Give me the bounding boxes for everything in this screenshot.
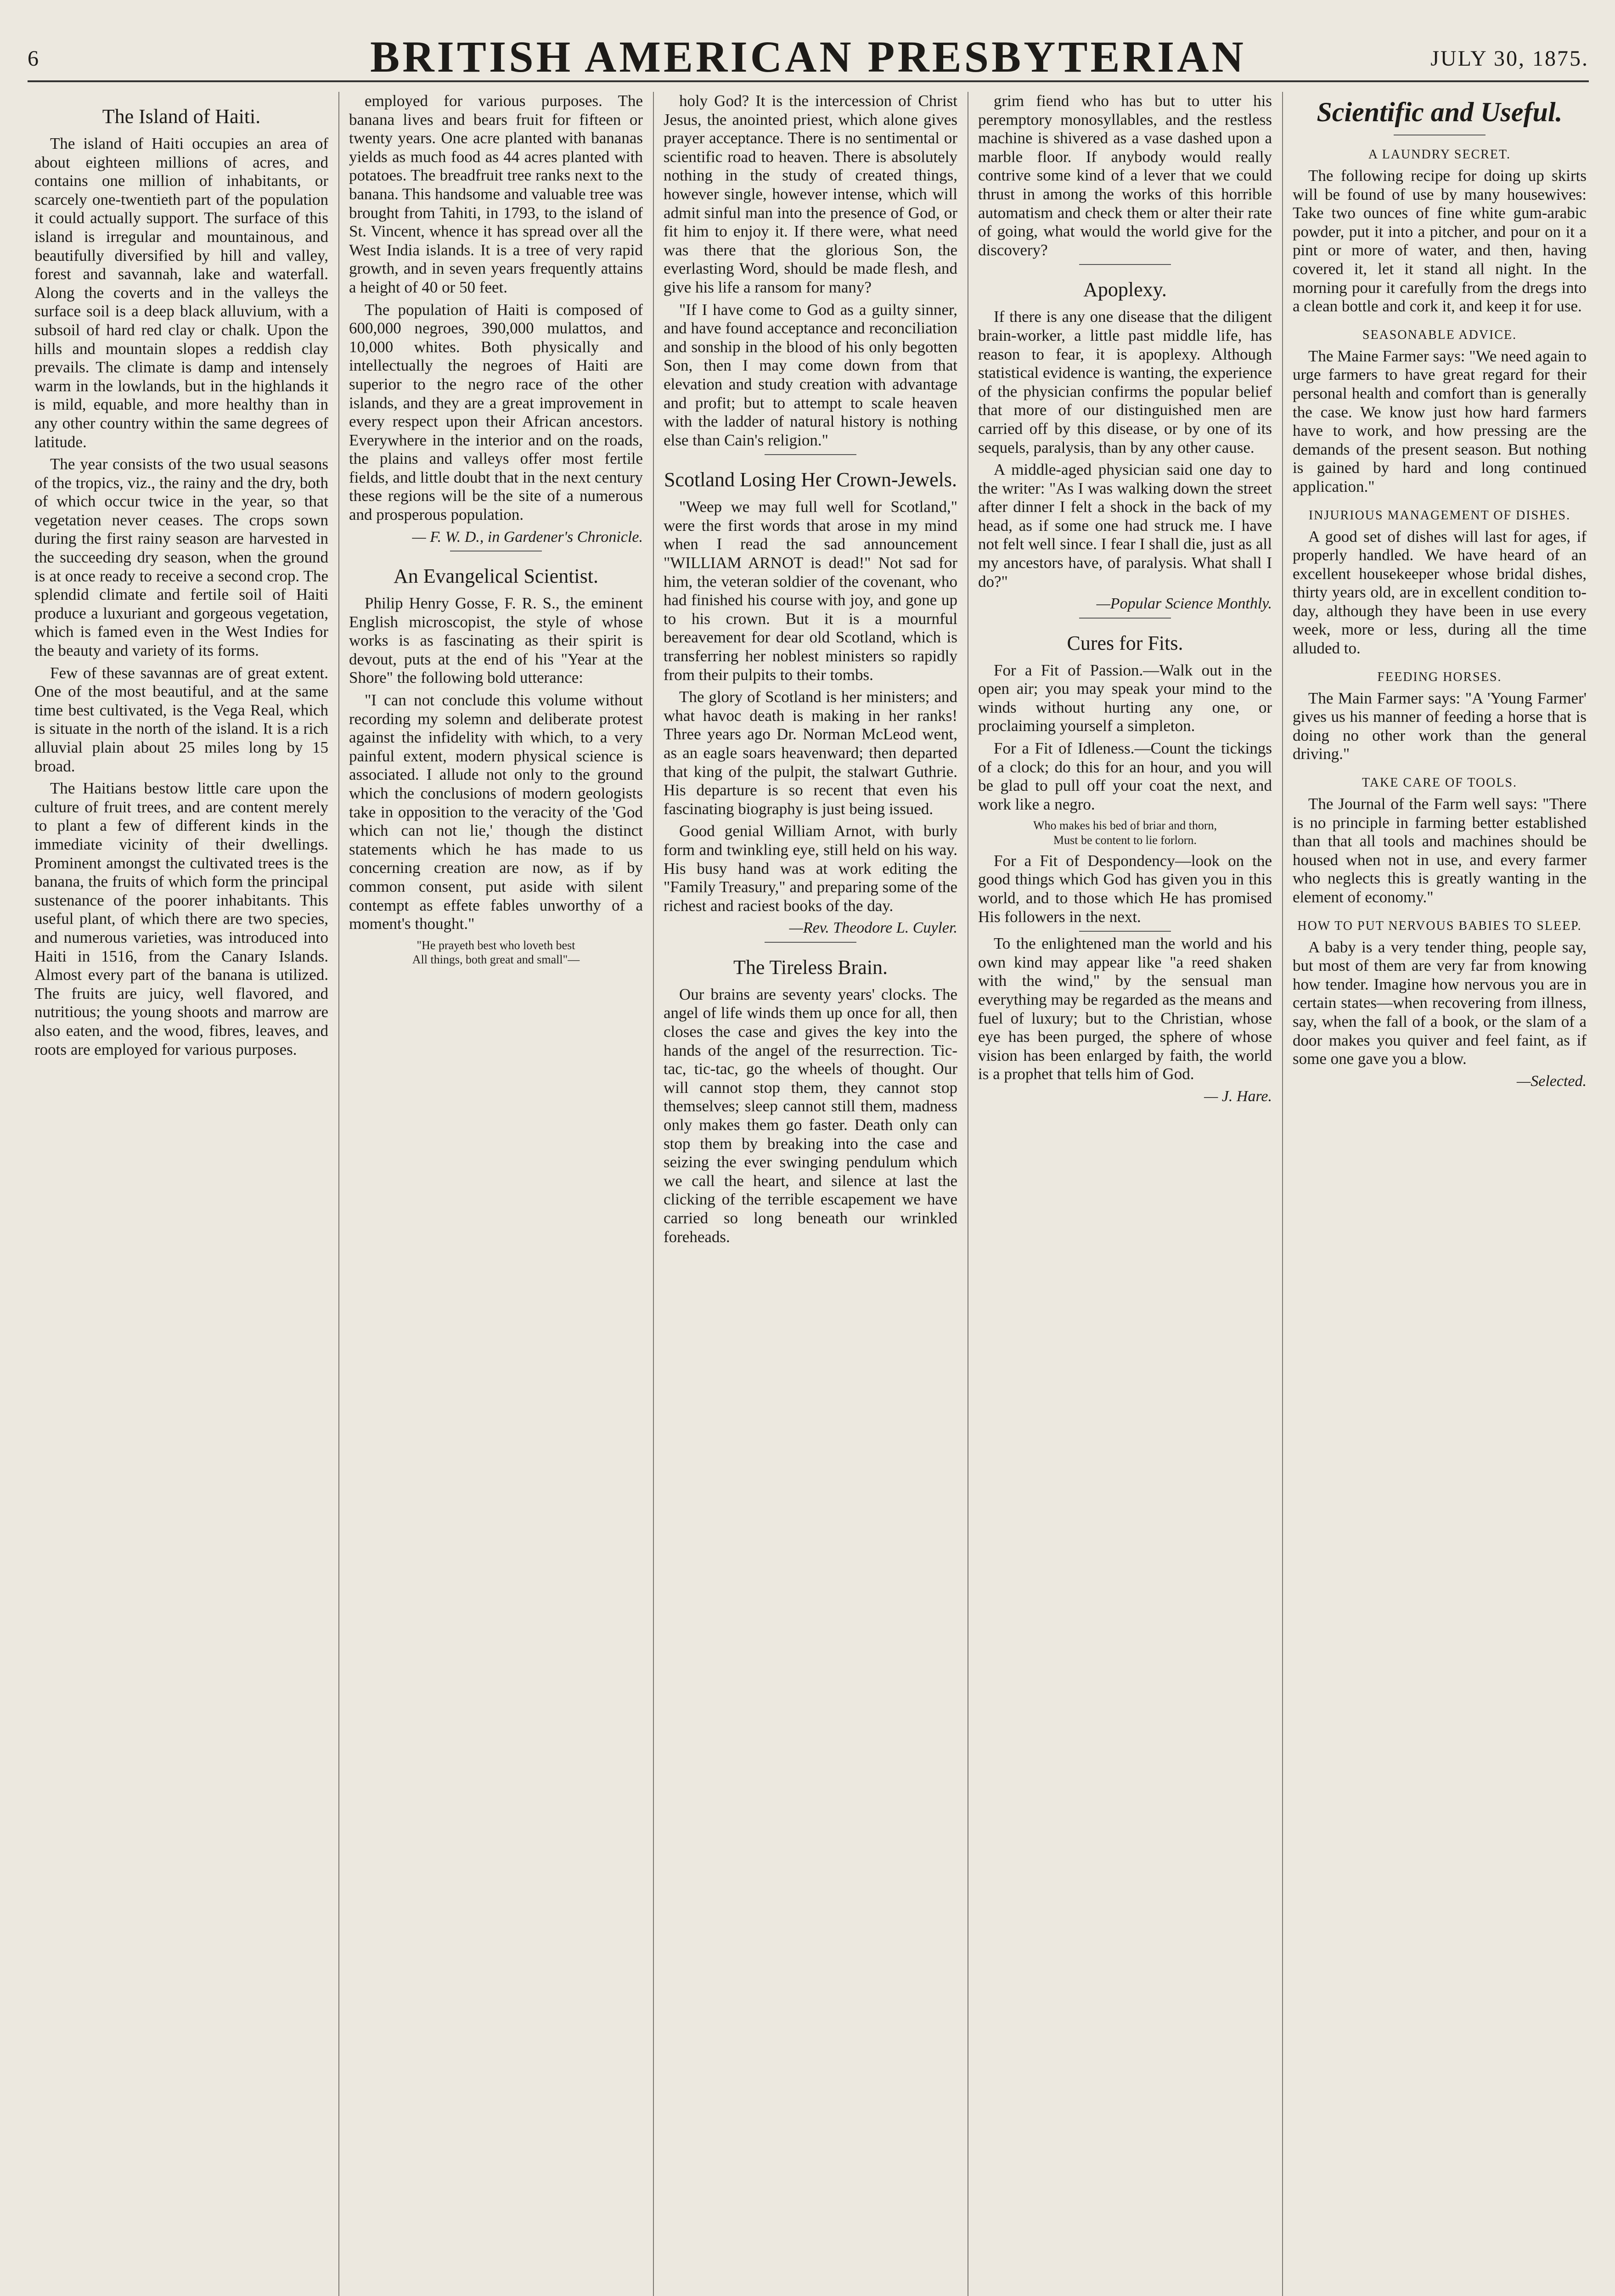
article-paragraph: The island of Haiti occupies an area of about eighteen millions of acres, and contains one million of inhabitants, or scarcely one-twentieth part of the population it could actually support. The surface of this island is irregular and mountainous, and beautifully diversified by hill and valley, forest and savannah, lake and waterfall. Along the coverts and in the valleys the surface soil is a deep black alluvium, with a subsoil of hard red clay or chalk. Upon the hills and mountain slopes a reddish clay prevails. The climate is damp and intensely warm in the lowlands, but in the highlands it is mild, equable, and more healthy than in any other country within the same degrees of latitude.: [34, 135, 328, 451]
section-divider: [1079, 264, 1171, 265]
article-paragraph: Good genial William Arnot, with burly form and twinkling eye, still held on his way. His busy hand was at work editing the "Family Treasury," and preparing some of the richest and raciest books of the day.: [664, 822, 957, 915]
article-paragraph: If there is any one disease that the diligent brain-worker, a little past middle life, has reason to fear, it is apoplexy. Although statistical evidence is wanting, the experience of the physician confirms the popular belief that more of our distinguished men are carried off by this disease, or by one of its sequels, paralysis, than by any other cause.: [978, 308, 1272, 456]
article-heading-tireless-brain: The Tireless Brain.: [733, 956, 888, 979]
section-divider: [1079, 931, 1171, 932]
article-paragraph: The year consists of the two usual seasons of the tropics, viz., the rainy and the dry, both of which occur twice in the year, so that vegetation never ceases. The crops sown during the first rainy season are harvested in the succeeding dry season, when the ground is at once ready to receive a second crop. The splendid climate and fertile soil of Haiti produce a luxuriant and gorgeous vegetation, which is famed even in the West Indies for the beauty and variety of its forms.: [34, 455, 328, 660]
article-heading-cures-for-fits: Cures for Fits.: [1067, 631, 1183, 654]
masthead: [28, 18, 1589, 82]
article-paragraph: employed for various purposes. The banana lives and bears fruit for fifteen or twenty years. One acre planted with bananas yields as much food as 44 acres planted with potatoes. The breadfruit tree ranks next to the banana. This handsome and valuable tree was brought from Tahiti, in 1793, to the island of St. Vincent, whence it has spread over all the West India islands. It is a tree of very rapid growth, and in seven years frequently attains a height of 40 or 50 feet.: [349, 92, 643, 296]
article-signature: — F. W. D., in Gardener's Chronicle.: [412, 528, 643, 546]
column-5: [1293, 92, 1587, 2296]
article-byline: —Popular Science Monthly.: [1096, 595, 1272, 613]
article-paragraph: grim fiend who has but to utter his peremptory monosyllables, and the restless machine is shivered as a vase dashed upon a marble floor. If anybody would really contrive some kind of a lever that we could thrust in among the works of this horrible automatism and check them or alter their rate of going, what would the world give for the discovery?: [978, 92, 1272, 259]
page-number: 6: [28, 46, 39, 71]
article-paragraph: For a Fit of Idleness.—Count the tickings of a clock; do this for an hour, and you will be glad to pull off your coat the next, and work like a negro.: [978, 739, 1272, 813]
column-rule: [338, 92, 339, 2296]
article-paragraph: For a Fit of Passion.—Walk out in the open air; you may speak your mind to the winds without hurting any one, or proclaiming yourself a simpleton.: [978, 661, 1272, 735]
article-heading-evangelical-scientist: An Evangelical Scientist.: [394, 565, 598, 588]
column-2: [349, 92, 643, 2296]
article-paragraph: The Haitians bestow little care upon the culture of fruit trees, and are content merely to plant a few of different kinds in the immediate vicinity of their dwellings. Prominent amongst the cultivated trees is the banana, the fruits of which form the principal sustenance of the poorer inhabitants. This useful plant, of which there are two species, and numerous varieties, was introduced into Haiti in 1516, from the Canary Islands. Almost every part of the banana is utilized. The fruits are juicy, well flavored, and nutritious; the young shoots and marrow are also eaten, and the wood, fibres, leaves, and roots are employed for various purposes.: [34, 779, 328, 1058]
section-divider: [765, 454, 856, 455]
article-byline: —Selected.: [1517, 1072, 1587, 1090]
verse-quote: Who makes his bed of briar and thorn, Must be content to lie forlorn.: [1033, 819, 1217, 847]
article-paragraph: Our brains are seventy years' clocks. The angel of life winds them up once for all, then closes the case and gives the key into the hands of the angel of the resurrection. Tic-tac, tic-tac, go the wheels of thought. Our will cannot stop them, they cannot stop themselves; sleep cannot still them, madness only makes them go faster. Death only can stop them by breaking into the case and seizing the ever swinging pendulum which we call the heart, and silence at last the clicking of the terrible escapement we have carried so long beneath our wrinkled foreheads.: [664, 985, 957, 1246]
article-heading-apoplexy: Apoplexy.: [1083, 278, 1167, 301]
column-rule: [653, 92, 654, 2296]
article-paragraph: A baby is a very tender thing, people say, but most of them are very far from knowing how tender. Imagine how nervous you are in certain states—when recovering from illness, say, when the fall of a book, or the slam of a door makes you quiver and feel faint, as if some one gave you a blow.: [1293, 938, 1587, 1068]
article-paragraph: "I can not conclude this volume without recording my solemn and deliberate protest against the infidelity with which, to a very painful extent, modern physical science is associated. I allude not only to the ground which the conclusions of modern geologists take in opposition to the veracity of the 'God which can not lie,' though the distinct statements which he has made to us concerning creation are now, as if by common consent, put aside with silent contempt as effete fables unworthy of a moment's thought.": [349, 691, 643, 933]
newspaper-title: BRITISH AMERICAN PRESBYTERIAN: [370, 32, 1246, 81]
article-paragraph: The Main Farmer says: "A 'Young Farmer' gives us his manner of feeding a horse that is doing no other work than the general driving.": [1293, 689, 1587, 763]
article-paragraph: Philip Henry Gosse, F. R. S., the eminent English microscopist, the style of whose works is as fascinating as their spirit is devout, puts at the end of his "Year at the Shore" the following bold utterance:: [349, 594, 643, 687]
column-1: [34, 92, 328, 2296]
section-title-scientific-useful: Scientific and Useful.: [1317, 97, 1563, 127]
article-paragraph: For a Fit of Despondency—look on the good things which God has given you in this world, and to those which He has promised His followers in the next.: [978, 851, 1272, 926]
article-paragraph: The population of Haiti is composed of 600,000 negroes, 390,000 mulattos, and 10,000 whites. Both physically and intellectually the negroes of Haiti are superior to the negro race of the other islands, and they are a great improvement in every respect upon their African ancestors. Everywhere in the interior and on the roads, the plains and valleys offer most fertile fields, and little doubt that in the next century these regions will be the site of a numerous and prosperous population.: [349, 300, 643, 524]
article-paragraph: holy God? It is the intercession of Christ Jesus, the anointed priest, which alone gives prayer acceptance. There is no sentimental or scientific road to heaven. There is absolutely nothing in the study of created things, however single, however intense, which will admit sinful man into the presence of God, or fit him to enjoy it. If there were, what need was there that the glorious Son, the everlasting Word, should be made flesh, and give his life a ransom for many?: [664, 92, 957, 296]
subheading-care-of-tools: TAKE CARE OF TOOLS.: [1362, 776, 1518, 790]
article-byline: — J. Hare.: [1204, 1087, 1272, 1105]
article-heading-haiti: The Island of Haiti.: [102, 105, 261, 128]
issue-date: JULY 30, 1875.: [1430, 46, 1589, 71]
article-paragraph: The glory of Scotland is her ministers; and what havoc death is making in her ranks! Three years ago Dr. Norman McLeod went, as an eagle soars heavenward; then departed that king of the pulpit, the stalwart Guthrie. His departure is so recent that even his fascinating biography is just being issued.: [664, 688, 957, 818]
subheading-feeding-horses: FEEDING HORSES.: [1377, 670, 1502, 684]
article-paragraph: "Weep we may full well for Scotland," were the first words that arose in my mind when I read the sad announcement "WILLIAM ARNOT is dead!" Not sad for him, the veteran soldier of the covenant, who had finished his course with joy, and gone up to his crown. But it is a mournful bereavement for dear old Scotland, which is transferring her noblest ministers so rapidly from their pulpits to their tombs.: [664, 498, 957, 684]
subheading-nervous-babies: HOW TO PUT NERVOUS BABIES TO SLEEP.: [1297, 918, 1582, 933]
verse-quote: "He prayeth best who loveth best All things, both great and small"—: [412, 938, 580, 966]
article-paragraph: The Journal of the Farm well says: "There is no principle in farming better established than that all tools and machines should be housed when not in use, and every farmer who neglects this is greatly wanting in the element of economy.": [1293, 795, 1587, 906]
article-heading-scotland: Scotland Losing Her Crown-Jewels.: [664, 468, 957, 491]
article-paragraph: Few of these savannas are of great extent. One of the most beautiful, and at the same time best cultivated, is the Vega Real, which is situate in the north of the island. It is a rich alluvial plain about 25 miles long by 15 broad.: [34, 664, 328, 775]
section-divider: [765, 942, 856, 943]
article-paragraph: "If I have come to God as a guilty sinner, and have found acceptance and reconciliation and sonship in the blood of his only begotten Son, then I may come down from that elevation and study creation with advantage and profit; but to attempt to scale heaven with the ladder of natural history is nothing else than Cain's religion.": [664, 300, 957, 449]
article-paragraph: The Maine Farmer says: "We need again to urge farmers to have great regard for their personal health and comfort than is generally the case. We know just how hard farmers have to work, and how pressing are the demands of the present season. But nothing is gained by hard and long continued application.": [1293, 347, 1587, 495]
column-4: [978, 92, 1272, 2296]
article-byline: —Rev. Theodore L. Cuyler.: [789, 919, 957, 937]
subheading-laundry-secret: A LAUNDRY SECRET.: [1368, 147, 1511, 162]
subheading-dishes: INJURIOUS MANAGEMENT OF DISHES.: [1308, 508, 1571, 523]
section-divider: [1079, 618, 1171, 619]
article-paragraph: To the enlightened man the world and his own kind may appear like "a reed shaken with the wind," by the sensual man everything may be regarded as the means and fuel of luxury; but to the Christian, whose eye has been purged, the sphere of whose vision has been enlarged by faith, the world is a prophet that tells him of God.: [978, 934, 1272, 1083]
column-rule: [1282, 92, 1283, 2296]
article-paragraph: The following recipe for doing up skirts will be found of use by many housewives: Take two ounces of fine white gum-arabic powder, put it into a pitcher, and pour on it a pint or more of water, and then, having covered it, let it stand all night. In the morning pour it carefully from the dregs into a clean bottle and cork it, and keep it for use.: [1293, 167, 1587, 315]
article-paragraph: A good set of dishes will last for ages, if properly handled. We have heard of an excellent housekeeper whose bridal dishes, thirty years old, are in excellent condition to-day, although they have been in use every week, more or less, during all the time alluded to.: [1293, 527, 1587, 658]
column-3: [664, 92, 957, 2296]
subheading-seasonable-advice: SEASONABLE ADVICE.: [1362, 327, 1517, 342]
article-paragraph: A middle-aged physician said one day to the writer: "As I was walking down the street after dinner I felt a shock in the back of my head, as if some one had struck me. I have not felt well since. I fear I shall die, just as all my ancestors have, of paralysis. What shall I do?": [978, 461, 1272, 591]
